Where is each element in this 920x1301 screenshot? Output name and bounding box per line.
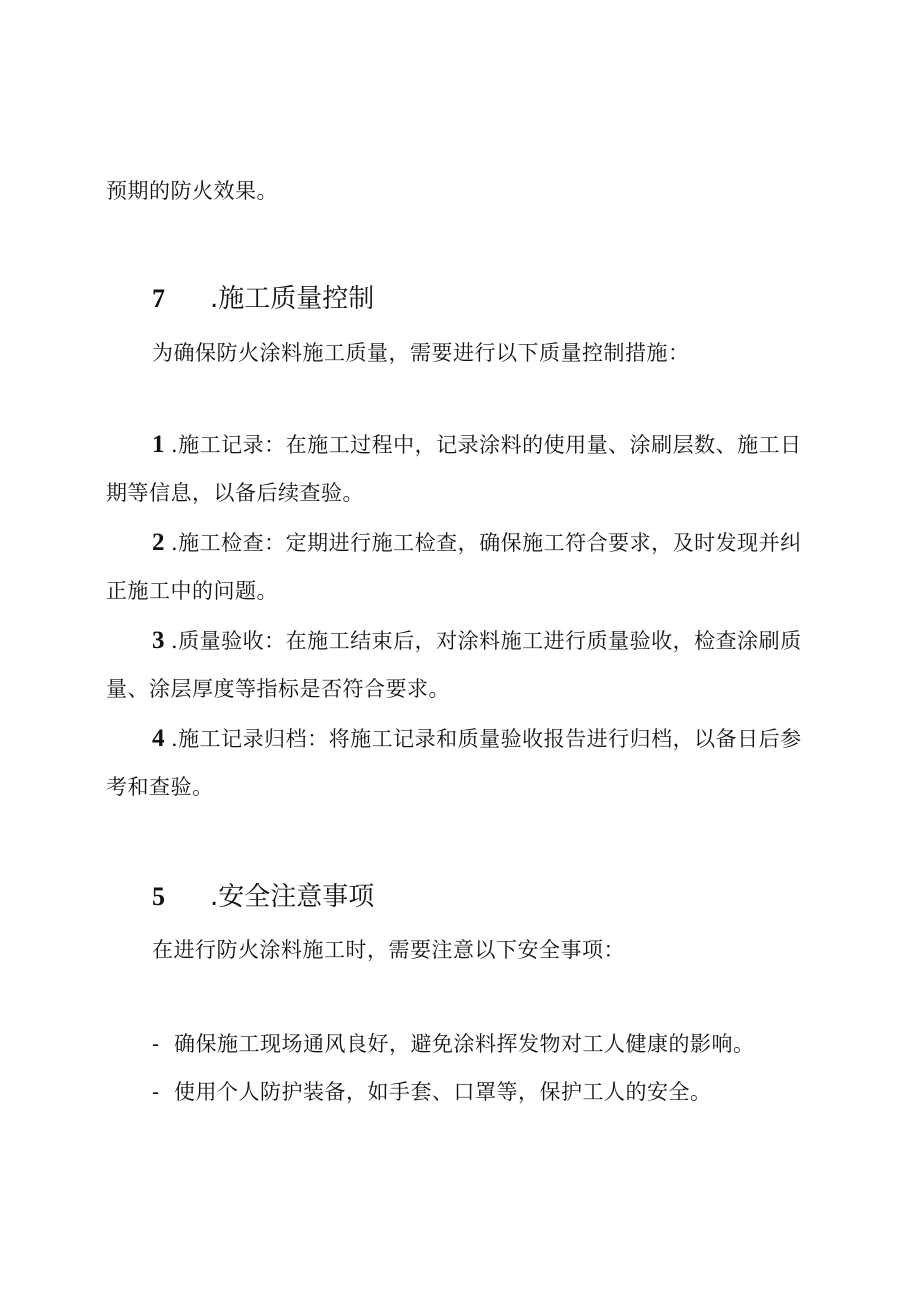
item-text-line1: .施工记录归档：将施工记录和质量验收报告进行归档，以备日后参	[171, 727, 802, 751]
dash-marker: -	[152, 1032, 160, 1056]
continuation-text: 预期的防火效果。	[106, 179, 278, 203]
item-number: 3	[152, 627, 165, 654]
bullet-text: 确保施工现场通风良好，避免涂料挥发物对工人健康的影响。	[174, 1032, 755, 1056]
section-title: .安全注意事项	[210, 882, 375, 912]
section-heading-safety	[152, 880, 374, 914]
item-text-line2: 期等信息，以备后续查验。	[106, 481, 364, 505]
safety-bullet-1	[152, 1029, 755, 1059]
section-number: 5	[152, 882, 165, 911]
item-text-line2: 考和查验。	[106, 775, 214, 799]
section-intro: 在进行防火涂料施工时，需要注意以下安全事项：	[152, 938, 625, 962]
item-text-line2: 正施工中的问题。	[106, 579, 278, 603]
section-intro: 为确保防火涂料施工质量，需要进行以下质量控制措施：	[152, 341, 690, 365]
section-heading-quality-control	[152, 282, 374, 316]
safety-bullet-2	[152, 1077, 712, 1107]
item-number: 1	[152, 431, 165, 458]
item-text-line1: .质量验收：在施工结束后，对涂料施工进行质量验收，检查涂刷质	[171, 629, 802, 653]
bullet-text: 使用个人防护装备，如手套、口罩等，保护工人的安全。	[174, 1080, 712, 1104]
section-number: 7	[152, 284, 165, 313]
item-number: 4	[152, 725, 165, 752]
dash-marker: -	[152, 1080, 160, 1104]
item-text-line2: 量、涂层厚度等指标是否符合要求。	[106, 677, 450, 701]
item-number: 2	[152, 529, 165, 556]
item-text-line1: .施工检查：定期进行施工检查，确保施工符合要求，及时发现并纠	[171, 531, 802, 555]
item-text-line1: .施工记录：在施工过程中，记录涂料的使用量、涂刷层数、施工日	[171, 433, 802, 457]
section-title: .施工质量控制	[210, 284, 375, 314]
